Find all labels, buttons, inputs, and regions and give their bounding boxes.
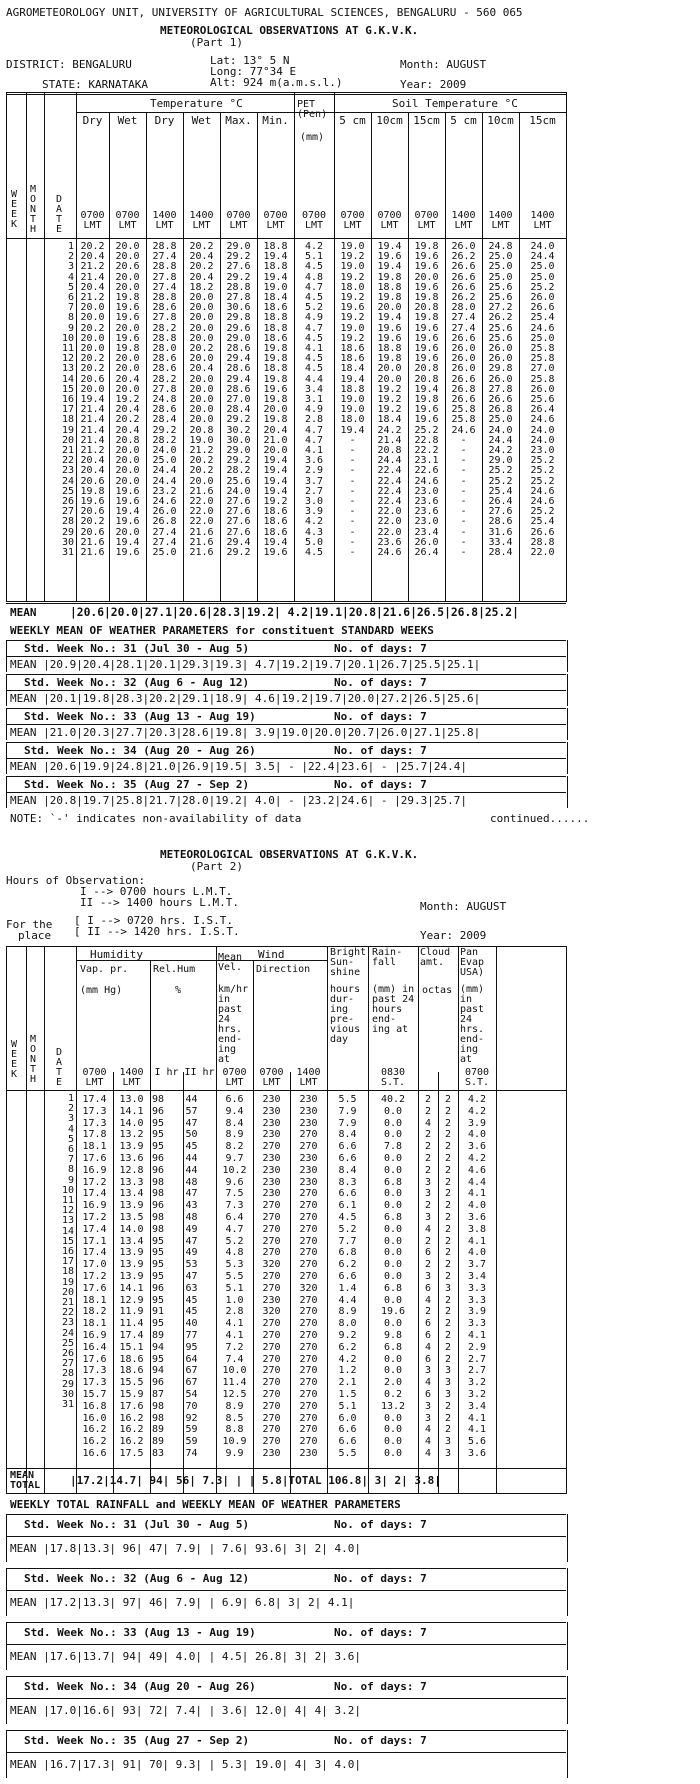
district: DISTRICT: BENGALURU [6,58,132,71]
data-column-rain: 40.2 0.0 0.0 0.0 7.8 0.0 0.0 6.8 0.0 0.0 6.8 0.0 0.0 0.0 0.0 0.0 6.8 0.0 19.6 0.0 9.8 6.8 0.0 0.0 2.0 0.2 13.2 0.0 0.0 0.0 0.0 [380,1094,406,1459]
week-mean: MEAN |17.8|13.3| 96| 47| 7.9| | 7.6| 93.6| 3| 2| 4.0| [10,1542,361,1555]
week-days: No. of days: 7 [334,710,427,723]
column-time: 1400 LMT [119,1067,144,1088]
column-header: 10cm [376,114,403,127]
note: NOTE: `-' indicates non-availability of data [10,812,302,825]
data-column-max: 29.0 29.2 27.6 29.2 28.8 27.8 30.6 29.8 29.6 29.0 28.6 29.4 28.6 29.4 28.6 27.0 28.4 29.2 30.2 30.0 29.0 29.2 28.2 25.6 24.0 27.6 27.6 27.6 27.6 29.4 29.2 [226,241,251,559]
column-time: II hr [184,1067,215,1078]
place: place [18,929,52,942]
part1-mean-label: MEAN [10,606,37,619]
part2-subtitle: (Part 2) [190,860,243,873]
column-time: 1400 LMT [451,210,476,231]
data-column-wet14: 20.2 20.4 20.2 20.4 18.2 20.0 20.0 20.0 20.0 20.0 20.2 20.0 20.4 20.0 20.0 20.0 20.0 20.0 20.8 19.0 21.2 20.2 20.2 20.0 21.6 22.0 22.0 22.0 21.6 21.6 21.6 [189,241,214,559]
week-mean: MEAN |20.6|19.9|24.8|21.0|26.9|19.5| 3.5| - |22.4|23.6| - |25.7|24.4| [10,760,467,773]
part1-mean-values: |20.6|20.0|27.1|20.6|28.3|19.2| 4.2|19.1|20.8|21.6|26.5|26.8|25.2| [70,606,519,619]
pan-evap-header: Pan Evap USA) [460,947,485,978]
week-mean: MEAN |17.6|13.7| 94| 49| 4.0| | 4.5| 26.8| 3| 2| 3.6| [10,1650,361,1663]
hours-line-2: II --> 1400 hours L.M.T. [80,896,239,909]
unit-title: AGROMETEOROLOGY UNIT, UNIVERSITY OF AGRICULTURAL SCIENCES, BENGALURU - 560 065 [6,6,523,19]
column-time: 0700 LMT [82,1067,107,1088]
week-days: No. of days: 7 [334,642,427,655]
week-days: No. of days: 7 [334,1626,427,1639]
week-days: No. of days: 7 [334,744,427,757]
part2-weekly-title: WEEKLY TOTAL RAINFALL and WEEKLY MEAN OF WEATHER PARAMETERS [10,1498,401,1511]
for-the: For the [6,918,53,931]
week-heading: Std. Week No.: 34 (Aug 20 - Aug 26) [24,744,256,757]
column-header: 5 cm [450,114,477,127]
column-header: Dry [82,114,103,127]
column-time: 1400 LMT [189,210,214,231]
month: Month: AUGUST [400,58,487,71]
column-header: Min. [262,114,289,127]
data-column-sun: 5.5 7.9 7.9 8.4 6.6 6.6 8.4 8.3 6.6 6.1 4.5 5.2 7.7 6.8 6.2 6.6 1.4 4.4 8.9 8.0 9.2 6.2 4.2 1.2 2.1 1.5 5.1 6.0 6.6 6.6 5.5 [338,1094,357,1459]
week-heading: Std. Week No.: 32 (Aug 6 - Aug 12) [24,676,250,689]
data-column-vel: 6.6 9.4 8.4 8.9 8.2 9.7 10.2 9.6 7.5 7.3 6.4 4.7 5.2 4.8 5.3 5.5 5.1 1.0 2.8 4.1 4.1 7.2 7.4 10.0 11.4 12.5 8.9 8.5 8.8 10.9 9.9 [222,1094,247,1459]
part2-year: Year: 2009 [420,929,487,942]
hours-of-observation: Hours of Observation: [6,874,146,887]
part2-month-header: MONTH [30,1034,37,1085]
column-time: 1400 LMT [530,210,555,231]
part1-title: METEOROLOGICAL OBSERVATIONS AT G.K.V.K. [160,24,419,37]
column-time: 0700 LMT [377,210,402,231]
column-time: 0700 LMT [222,1067,247,1088]
week-heading: Std. Week No.: 33 (Aug 13 - Aug 19) [24,1626,256,1639]
week-heading: Std. Week No.: 35 (Aug 27 - Sep 2) [24,1734,250,1747]
kmhr-header: km/hr in past 24 hrs. end- ing at [218,984,249,1065]
soil-temperature-header: Soil Temperature °C [392,97,518,110]
column-time: 0700 LMT [414,210,439,231]
week-heading: Std. Week No.: 31 (Jul 30 - Aug 5) [24,642,250,655]
data-column-rh1: 98 96 95 95 95 96 96 98 98 96 98 98 95 95 95 95 96 95 91 95 89 94 95 94 96 87 98 98 89 89 83 [151,1094,165,1459]
date-column: 1 2 3 4 5 6 7 8 9 10 11 12 13 14 15 16 17 18 19 20 21 22 23 24 25 26 27 28 29 30 31 [61,241,74,559]
column-time: 1400 LMT [488,210,513,231]
data-column-s5_14: 26.0 26.2 26.6 26.6 26.6 26.2 28.0 27.4 27.4 26.6 26.0 26.0 26.0 26.6 26.8 26.6 25.8 25.8 24.6 - - - - - - - - - - - - [451,241,476,559]
data-column-cl2: 2 2 2 2 2 2 2 2 2 2 2 2 2 2 2 2 3 2 2 2 2 2 2 3 3 3 2 2 2 3 3 [444,1094,452,1459]
month-header: MONTH [30,184,37,235]
column-header: 15cm [413,114,440,127]
data-column-dry07: 20.2 20.4 21.2 21.4 20.4 21.2 20.0 20.0 20.2 20.0 20.0 20.2 20.2 20.6 20.0 19.4 21.4 21.4 21.4 21.4 21.2 20.4 20.4 20.6 19.8 19.6 20.6 20.2 20.6 21.6 21.6 [80,241,105,559]
week-mean: MEAN |17.2|13.3| 97| 46| 7.9| | 6.9| 6.8| 3| 2| 4.1| [10,1596,355,1609]
column-time: I hr [154,1067,179,1078]
data-column-s15_14: 24.0 24.4 25.0 25.0 25.2 26.0 26.6 25.4 24.6 25.0 25.8 25.8 27.0 25.8 26.0 25.6 26.4 24.6 24.0 24.0 23.0 25.2 25.2 25.2 24.6 24.6 25.2 25.4 26.6 28.8 22.0 [530,241,555,559]
cloud-header: Cloud amt. [420,947,451,968]
temperature-header: Temperature °C [150,97,243,110]
week-days: No. of days: 7 [334,676,427,689]
column-time: 0700 LMT [115,210,140,231]
week-header: WEEK [11,189,18,230]
week-mean: MEAN |20.9|20.4|28.1|20.1|29.3|19.3| 4.7|19.2|19.7|20.1|26.7|25.5|25.1| [10,658,481,671]
mmhg-header: (mm Hg) [80,985,123,996]
column-header: 10cm [487,114,514,127]
column-time: 0700 LMT [301,210,327,231]
continued: continued...... [490,812,590,825]
week-days: No. of days: 7 [334,778,427,791]
week-heading: Std. Week No.: 31 (Jul 30 - Aug 5) [24,1518,250,1531]
part2-month: Month: AUGUST [420,900,507,913]
longitude: Long: 77°34 E [210,65,297,78]
data-column-s5_07: 19.0 19.2 19.0 19.2 18.0 19.2 19.6 19.2 19.0 19.2 18.6 18.6 18.4 19.4 18.8 19.0 19.0 18.0 19.4 - - - - - - - - - - - - [340,241,365,559]
column-time: 0700 LMT [340,210,365,231]
relhum-header: Rel.Hum [153,964,196,975]
column-time: 0700 LMT [263,210,288,231]
data-column-pet: 4.2 5.1 4.5 4.8 4.7 4.5 5.2 4.9 4.7 4.5 4.1 4.5 4.5 4.4 3.4 3.1 4.9 2.8 4.7 4.7 4.1 3.6 2.9 3.7 2.7 3.0 3.9 4.2 4.3 5.0 4.5 [304,241,324,559]
percent-header: % [175,985,182,996]
date-header: DATE [56,194,63,235]
direction-header: Direction [256,964,311,975]
hours-line-1: I --> 0700 hours L.M.T. [80,885,233,898]
humidity-header: Humidity [90,948,143,961]
week-days: No. of days: 7 [334,1680,427,1693]
date-column: 1 2 3 4 5 6 7 8 9 10 11 12 13 14 15 16 17 18 19 20 21 22 23 24 25 26 27 28 29 30 31 [61,1093,74,1411]
data-column-vap07: 17.4 17.3 17.3 17.8 18.1 17.6 16.9 17.2 17.4 16.9 17.2 17.4 17.1 17.4 17.0 17.2 17.6 18.1 18.2 18.1 16.9 16.4 17.6 17.3 17.3 15.7 16.8 16.0 16.2 16.2 16.6 [82,1094,107,1459]
state: STATE: KARNATAKA [42,78,148,91]
column-header: 15cm [529,114,556,127]
pet-header: PET (Pen) [297,99,328,120]
column-time: 0700 LMT [259,1067,284,1088]
data-column-dry14: 28.8 27.4 28.8 27.8 27.4 28.8 28.6 27.8 28.2 28.8 28.0 28.6 28.6 28.2 27.8 24.8 28.6 28.4 29.2 28.2 24.0 25.0 24.4 24.4 23.2 24.6 26.0 26.8 27.4 27.4 25.0 [152,241,177,559]
data-column-s15_07: 19.8 19.6 19.6 20.0 19.6 19.8 20.8 19.8 19.6 19.6 19.6 19.6 20.8 20.8 19.4 19.8 19.6 19.6 25.2 22.8 22.2 23.1 22.6 24.6 23.0 23.6 23.6 23.0 23.4 26.0 26.4 [414,241,439,559]
place-line-1: [ I --> 0720 hrs. I.S.T. [74,914,233,927]
data-column-rh2: 44 57 47 50 45 44 44 48 47 43 48 49 47 49 53 47 63 45 45 40 77 95 64 67 67 54 70 92 59 59 74 [185,1094,198,1459]
column-header: Wet [117,114,138,127]
octas-header: octas [422,985,453,996]
column-header: Dry [154,114,175,127]
column-time: 1400 LMT [152,210,177,231]
data-column-cl1: 2 2 4 2 2 2 2 3 3 2 3 4 2 6 2 3 6 4 2 6 6 4 6 3 4 6 3 3 4 4 4 [424,1094,432,1459]
data-column-wet07: 20.0 20.0 20.6 20.0 20.0 19.8 19.6 19.6 20.0 19.6 19.8 20.0 20.0 20.4 20.0 19.2 20.4 20.2 20.4 20.8 20.0 20.0 20.0 20.0 19.6 19.6 19.4 19.6 20.0 19.4 19.6 [115,241,140,559]
pan-mm-header: (mm) in past 24 hrs. end- ing at [460,984,485,1065]
year: Year: 2009 [400,78,467,91]
data-column-pan: 4.2 4.2 3.9 4.0 3.6 4.2 4.6 4.4 4.1 4.0 3.6 3.8 4.1 4.0 3.7 3.4 3.3 3.3 3.9 3.3 4.1 2.9 2.7 2.7 3.2 3.2 3.4 4.1 4.1 5.6 3.6 [467,1094,487,1459]
data-column-dir07: 230 230 230 230 270 230 230 230 230 270 270 270 270 270 320 270 270 230 320 270 270 270 270 270 270 270 270 270 270 270 230 [262,1094,281,1459]
data-column-dir14: 230 230 230 270 270 230 230 230 270 270 270 270 270 270 270 270 320 270 270 270 270 270 270 270 270 270 270 270 270 270 230 [299,1094,318,1459]
week-mean: MEAN |20.1|19.8|28.3|20.2|29.1|18.9| 4.6|19.2|19.7|20.0|27.2|26.5|25.6| [10,692,481,705]
week-days: No. of days: 7 [334,1518,427,1531]
wind-header: Wind [258,948,285,961]
bright-sunshine-header: Bright Sun- shine [330,947,367,978]
altitude: Alt: 924 m(a.m.s.l.) [210,76,343,89]
week-days: No. of days: 7 [334,1572,427,1585]
week-mean: MEAN |20.8|19.7|25.8|21.7|28.0|19.2| 4.0| - |23.2|24.6| - |29.3|25.7| [10,794,467,807]
column-time: 0700 S.T. [464,1067,490,1088]
part2-mean-values: |17.2|14.7| 94| 56| 7.3| | | 5.8|TOTAL 106.8| 3| 2| 3.8| [70,1474,441,1487]
place-line-2: [ II --> 1420 hrs. I.S.T. [74,925,240,938]
part1-weekly-title: WEEKLY MEAN OF WEATHER PARAMETERS for constituent STANDARD WEEKS [10,624,434,637]
week-mean: MEAN |17.0|16.6| 93| 72| 7.4| | 3.6| 12.0| 4| 4| 3.2| [10,1704,361,1717]
column-time: 1400 LMT [296,1067,321,1088]
column-header: 5 cm [339,114,366,127]
vap-header: Vap. pr. [80,964,129,975]
column-time: 0700 LMT [226,210,251,231]
week-mean: MEAN |21.0|20.3|27.7|20.3|28.6|19.8| 3.9|19.0|20.0|20.7|26.0|27.1|25.8| [10,726,481,739]
latitude: Lat: 13° 5 N [210,54,290,67]
data-column-vap14: 13.0 14.1 14.0 13.2 13.9 13.6 12.8 13.3 13.4 13.9 13.5 14.0 13.4 13.9 13.9 13.9 14.1 12.9 11.9 11.4 17.4 15.1 18.6 18.6 15.5 15.9 17.6 16.2 16.2 16.2 17.5 [119,1094,144,1459]
meanvel-header: Mean Vel. [218,952,243,973]
data-column-s10_07: 19.4 19.6 19.4 19.8 18.8 19.8 20.0 19.4 19.6 19.6 18.8 19.8 20.0 20.0 19.2 19.2 19.2 18.4 24.2 21.4 20.8 24.4 22.4 22.4 22.4 22.4 22.0 22.0 22.0 23.6 24.6 [377,241,402,559]
column-time: 0830 S.T. [380,1067,406,1088]
sun-hours-header: hours dur- ing pre- vious day [330,984,361,1045]
week-days: No. of days: 7 [334,1734,427,1747]
rain-mm-header: (mm) in past 24 hours end- ing at [372,984,415,1035]
part2-mean-label: MEAN TOTAL [10,1470,41,1491]
pet-unit: (mm) [300,132,325,143]
week-heading: Std. Week No.: 34 (Aug 20 - Aug 26) [24,1680,256,1693]
column-time: 0700 LMT [80,210,105,231]
part2-title: METEOROLOGICAL OBSERVATIONS AT G.K.V.K. [160,848,419,861]
column-header: Max. [225,114,252,127]
week-heading: Std. Week No.: 33 (Aug 13 - Aug 19) [24,710,256,723]
column-header: Wet [191,114,212,127]
week-heading: Std. Week No.: 35 (Aug 27 - Sep 2) [24,778,250,791]
part2-date-header: DATE [56,1047,63,1088]
week-mean: MEAN |16.7|17.3| 91| 70| 9.3| | 5.3| 19.0| 4| 3| 4.0| [10,1758,361,1771]
data-column-min: 18.8 19.4 18.8 19.4 19.0 18.4 18.6 18.8 18.8 18.6 19.8 19.8 18.8 19.8 19.6 19.8 20.0 19.8 20.4 21.0 20.0 19.4 19.4 19.4 19.4 19.2 18.6 18.6 18.6 19.4 19.6 [263,241,288,559]
data-column-s10_14: 24.8 25.0 25.0 25.0 25.6 25.6 27.2 26.2 25.6 25.6 26.0 26.0 29.8 26.0 27.8 26.6 26.8 25.0 24.0 24.4 24.2 29.0 25.2 25.2 25.4 26.4 27.6 28.6 31.6 33.4 28.4 [488,241,513,559]
part2-week-header: WEEK [11,1039,18,1080]
rainfall-header: Rain- fall [372,947,403,968]
week-heading: Std. Week No.: 32 (Aug 6 - Aug 12) [24,1572,250,1585]
part1-subtitle: (Part 1) [190,36,243,49]
